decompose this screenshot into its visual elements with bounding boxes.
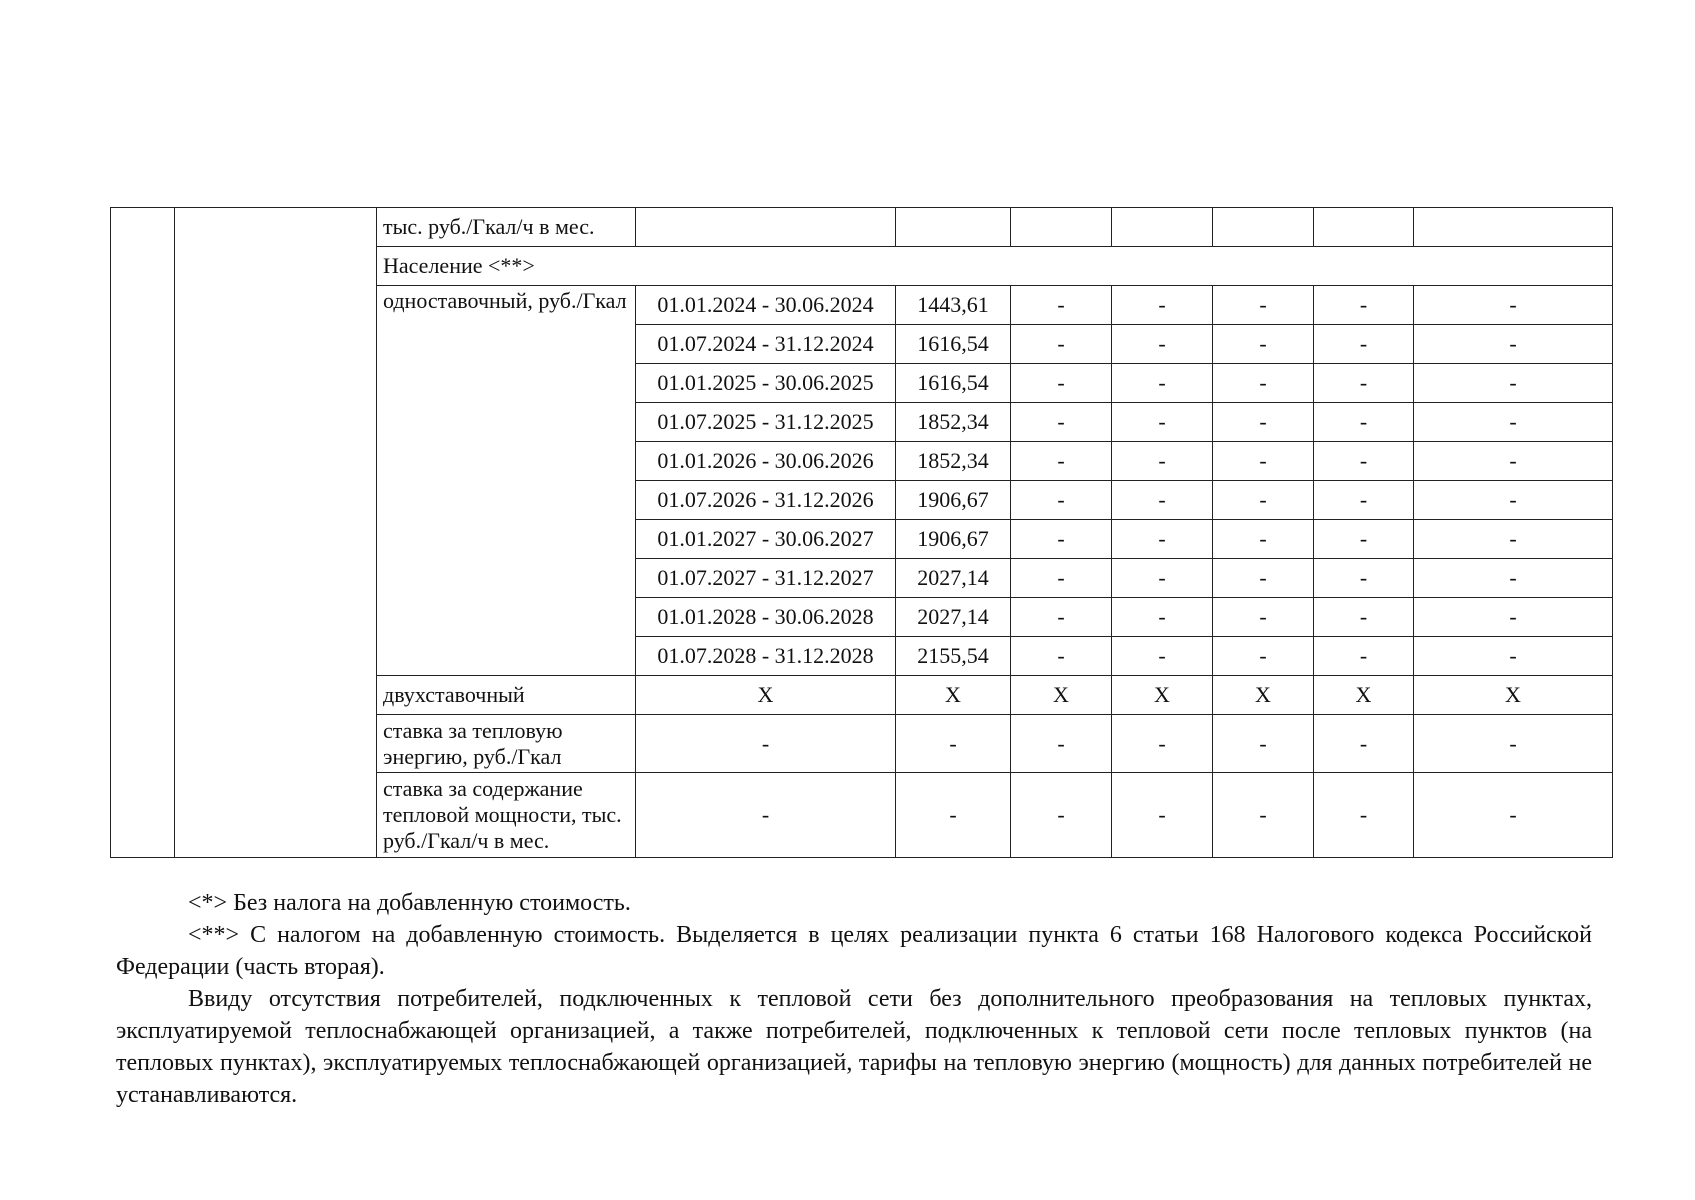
dash-cell: - [896,715,1011,773]
dash-cell: - [1414,481,1613,520]
dash-cell: - [1314,637,1414,676]
tariff-value-cell: 1443,61 [896,286,1011,325]
dash-cell: - [1011,559,1112,598]
dash-cell: - [1414,559,1613,598]
dash-cell: - [1112,286,1213,325]
tariff-value-cell: 1616,54 [896,364,1011,403]
period-cell: 01.07.2028 - 31.12.2028 [636,637,896,676]
energy-rate-label: ставка за тепловую энергию, руб./Гкал [377,715,636,773]
dash-cell: - [1414,773,1613,858]
x-mark-cell: X [1414,676,1613,715]
dash-cell: - [1314,598,1414,637]
dash-cell: - [1314,481,1414,520]
footnotes [116,887,1592,1111]
dash-cell: - [1112,364,1213,403]
dash-cell: - [1314,773,1414,858]
dash-cell: - [1011,442,1112,481]
dash-cell: - [1213,637,1314,676]
period-cell: 01.01.2025 - 30.06.2025 [636,364,896,403]
dash-cell: - [1112,442,1213,481]
number-column-cell [111,208,175,858]
tariff-value-cell: 1906,67 [896,481,1011,520]
dash-cell: - [1314,520,1414,559]
dash-cell: - [1112,598,1213,637]
empty-cell [636,208,896,247]
dash-cell: - [896,773,1011,858]
x-mark-cell: X [896,676,1011,715]
dash-cell: - [1112,325,1213,364]
dash-cell: - [1112,637,1213,676]
dash-cell: - [1414,286,1613,325]
dash-cell: - [1314,715,1414,773]
dash-cell: - [1011,325,1112,364]
dash-cell: - [1213,481,1314,520]
x-mark-cell: X [1314,676,1414,715]
dash-cell: - [1414,325,1613,364]
period-cell: 01.07.2027 - 31.12.2027 [636,559,896,598]
tariff-table [110,207,1613,858]
tariff-value-cell: 2027,14 [896,559,1011,598]
two-rate-label: двухставочный [377,676,636,715]
dash-cell: - [1213,773,1314,858]
one-rate-label: одноставочный, руб./Гкал [377,286,636,676]
dash-cell: - [1011,364,1112,403]
x-mark-cell: X [636,676,896,715]
empty-cell [1112,208,1213,247]
period-cell: 01.07.2024 - 31.12.2024 [636,325,896,364]
organization-column-cell [175,208,377,858]
empty-cell [896,208,1011,247]
dash-cell: - [1112,715,1213,773]
dash-cell: - [1314,325,1414,364]
dash-cell: - [1112,403,1213,442]
tariff-value-cell: 2027,14 [896,598,1011,637]
tariff-value-cell: 1852,34 [896,442,1011,481]
dash-cell: - [1213,403,1314,442]
tariff-value-cell: 2155,54 [896,637,1011,676]
empty-cell [1213,208,1314,247]
tariff-value-cell: 1852,34 [896,403,1011,442]
dash-cell: - [1213,715,1314,773]
period-cell: 01.01.2027 - 30.06.2027 [636,520,896,559]
dash-cell: - [1011,481,1112,520]
dash-cell: - [1314,286,1414,325]
dash-cell: - [1314,403,1414,442]
top-row-label: тыс. руб./Гкал/ч в мес. [377,208,636,247]
dash-cell: - [1112,773,1213,858]
dash-cell: - [1213,364,1314,403]
dash-cell: - [1414,520,1613,559]
dash-cell: - [636,715,896,773]
dash-cell: - [1213,598,1314,637]
footnote-3: Ввиду отсутствия потребителей, подключенных к тепловой сети без дополнительного преобразования на тепловых пунктах, эксплуатируемой теплоснабжающей организацией, а также потребителей, подключенных к тепловой сети после тепловых пунктов (на тепловых пунктах), эксплуатируемых теплоснабжающей организацией, тарифы на тепловую энергию (мощность) для данных потребителей не устанавливаются. [116,986,1592,1108]
dash-cell: - [1011,403,1112,442]
dash-cell: - [1314,559,1414,598]
period-cell: 01.01.2026 - 30.06.2026 [636,442,896,481]
dash-cell: - [1011,286,1112,325]
dash-cell: - [1414,637,1613,676]
empty-cell [1414,208,1613,247]
period-cell: 01.01.2024 - 30.06.2024 [636,286,896,325]
table-row [111,208,1613,247]
dash-cell: - [1112,481,1213,520]
dash-cell: - [1011,598,1112,637]
tariff-value-cell: 1906,67 [896,520,1011,559]
period-cell: 01.07.2026 - 31.12.2026 [636,481,896,520]
x-mark-cell: X [1011,676,1112,715]
dash-cell: - [1414,442,1613,481]
period-cell: 01.01.2028 - 30.06.2028 [636,598,896,637]
dash-cell: - [1011,773,1112,858]
dash-cell: - [1213,559,1314,598]
tariff-value-cell: 1616,54 [896,325,1011,364]
table-body [111,208,1613,858]
dash-cell: - [1213,442,1314,481]
period-cell: 01.07.2025 - 31.12.2025 [636,403,896,442]
footnote-1: <*> Без налога на добавленную стоимость. [188,890,631,916]
population-label: Население <**> [377,247,1613,286]
dash-cell: - [1414,364,1613,403]
dash-cell: - [1314,442,1414,481]
dash-cell: - [1314,364,1414,403]
dash-cell: - [1414,598,1613,637]
dash-cell: - [1112,559,1213,598]
capacity-rate-label: ставка за содержание тепловой мощности, тыс. руб./Гкал/ч в мес. [377,773,636,858]
dash-cell: - [1213,286,1314,325]
dash-cell: - [1011,715,1112,773]
dash-cell: - [636,773,896,858]
dash-cell: - [1213,520,1314,559]
empty-cell [1011,208,1112,247]
x-mark-cell: X [1213,676,1314,715]
dash-cell: - [1112,520,1213,559]
footnote-2: <**> С налогом на добавленную стоимость. Выделяется в целях реализации пункта 6 статьи 168 Налогового кодекса Российской Федерации (часть вторая). [116,922,1592,980]
x-mark-cell: X [1112,676,1213,715]
dash-cell: - [1213,325,1314,364]
dash-cell: - [1011,520,1112,559]
empty-cell [1314,208,1414,247]
dash-cell: - [1414,715,1613,773]
dash-cell: - [1011,637,1112,676]
dash-cell: - [1414,403,1613,442]
